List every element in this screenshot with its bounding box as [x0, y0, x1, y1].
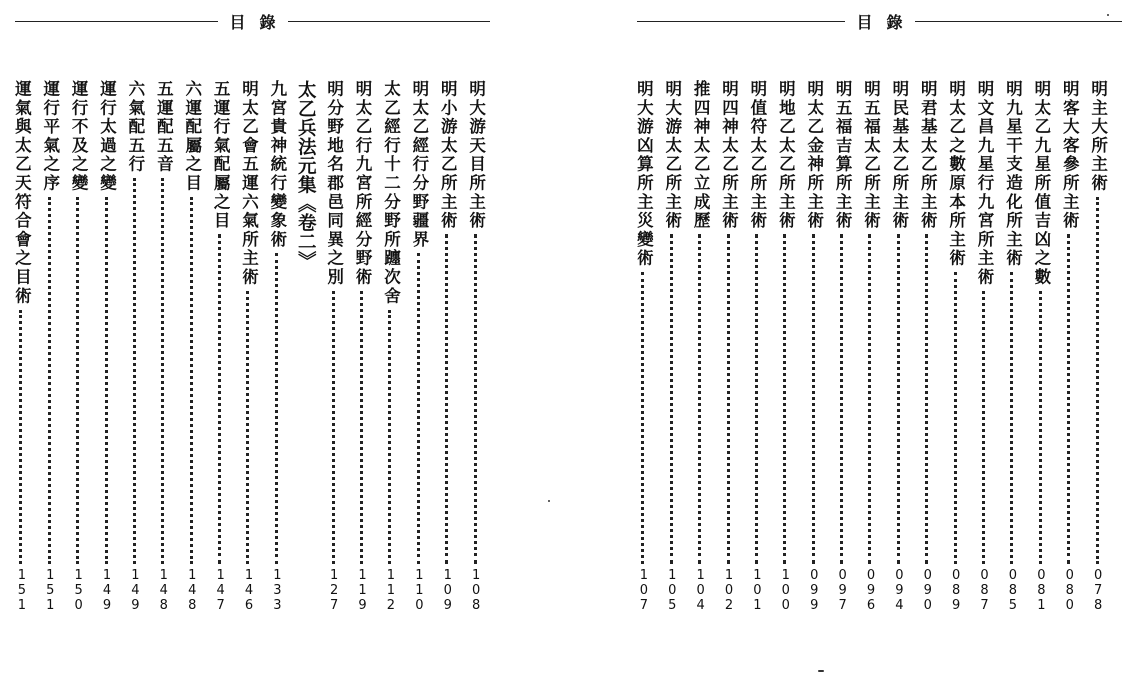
toc-page-number: 080 — [1062, 568, 1078, 613]
dot-leader — [246, 291, 249, 564]
dot-leader — [445, 234, 448, 564]
toc-list-left — [12, 80, 490, 613]
toc-entry — [658, 80, 686, 613]
dot-leader — [954, 272, 957, 564]
dot-leader — [133, 178, 136, 564]
header-rule-right — [915, 21, 1123, 22]
dot-leader — [641, 272, 644, 564]
toc-section-heading — [291, 80, 319, 610]
dot-leader — [388, 310, 391, 564]
toc-entry — [320, 80, 348, 613]
toc-entry — [64, 80, 92, 613]
toc-entry — [178, 80, 206, 613]
toc-entry — [462, 80, 490, 613]
toc-entry — [376, 80, 404, 613]
toc-entry-title: 明值符太乙所主術 — [747, 80, 767, 231]
toc-entry-title: 明五福太乙所主術 — [861, 80, 881, 231]
dot-leader — [812, 234, 815, 564]
dot-leader — [698, 234, 701, 564]
left-page — [0, 0, 567, 699]
right-page — [567, 0, 1135, 699]
header-rule-right — [288, 21, 491, 22]
toc-entry-title: 明小游太乙所主術 — [438, 80, 458, 231]
toc-page-number: 089 — [948, 568, 964, 613]
toc-page-number: 099 — [806, 568, 822, 613]
toc-entry-title: 運行不及之變 — [69, 80, 89, 193]
toc-entry — [686, 80, 714, 613]
dot-leader — [190, 197, 193, 564]
dot-leader — [783, 234, 786, 564]
scan-speck — [1107, 14, 1109, 16]
toc-page-number: 078 — [1090, 568, 1106, 613]
dot-leader — [218, 234, 221, 564]
dot-leader — [868, 234, 871, 564]
toc-entry-title: 明五福吉算所主術 — [833, 80, 853, 231]
toc-page-number: 119 — [355, 568, 371, 613]
toc-entry-title: 五運行氣配屬之目 — [211, 80, 231, 231]
toc-entry-title: 明大游凶算所主災變術 — [634, 80, 654, 268]
toc-page-number: 150 — [71, 568, 87, 613]
scan-speck — [818, 670, 824, 672]
toc-entry — [743, 80, 771, 613]
toc-entry — [970, 80, 998, 613]
toc-page-number: 094 — [891, 568, 907, 613]
dot-leader — [275, 253, 278, 564]
toc-entry-title: 明民基太乙所主術 — [889, 80, 909, 231]
toc-entry — [715, 80, 743, 613]
toc-page-number: 133 — [269, 568, 285, 613]
toc-entry-title: 明大游太乙所主術 — [662, 80, 682, 231]
toc-entry — [149, 80, 177, 613]
toc-entry-title: 明客大客參所主術 — [1060, 80, 1080, 231]
toc-page-number: 090 — [920, 568, 936, 613]
toc-page-number: 110 — [411, 568, 427, 613]
toc-entry-title: 運氣與太乙天符合會之目術 — [12, 80, 32, 306]
toc-entry — [828, 80, 856, 613]
toc-entry — [263, 80, 291, 613]
toc-page-number: 107 — [636, 568, 652, 613]
toc-page-number: 102 — [721, 568, 737, 613]
toc-entry — [433, 80, 461, 613]
toc-entry — [629, 80, 657, 613]
toc-page-number: 105 — [664, 568, 680, 613]
dot-leader — [982, 291, 985, 564]
toc-entry — [348, 80, 376, 613]
toc-entry — [1055, 80, 1083, 613]
toc-entry-title: 明太乙金神所主術 — [804, 80, 824, 231]
dot-leader — [727, 234, 730, 564]
toc-page-number: 148 — [156, 568, 172, 613]
toc-entry-title: 明太乙會五運六氣所主術 — [239, 80, 259, 287]
dot-leader — [48, 197, 51, 564]
dot-leader — [1067, 234, 1070, 564]
dot-leader — [840, 234, 843, 564]
dot-leader — [19, 310, 22, 564]
toc-page-number: 097 — [835, 568, 851, 613]
toc-entry-title: 明君基太乙所主術 — [918, 80, 938, 231]
toc-entry — [36, 80, 64, 613]
toc-entry — [771, 80, 799, 613]
toc-page-number: 096 — [863, 568, 879, 613]
toc-page-number: 081 — [1033, 568, 1049, 613]
left-page-header — [15, 10, 490, 33]
dot-leader — [755, 234, 758, 564]
dot-leader — [360, 291, 363, 564]
toc-page-number: 087 — [977, 568, 993, 613]
toc-list-right — [634, 80, 1112, 613]
dot-leader — [161, 178, 164, 564]
toc-entry-title: 太乙兵法元集《卷二》 — [295, 80, 317, 270]
toc-page-number: 085 — [1005, 568, 1021, 613]
dot-leader — [925, 234, 928, 564]
toc-entry — [800, 80, 828, 613]
toc-entry-title: 運行平氣之序 — [40, 80, 60, 193]
toc-entry — [942, 80, 970, 613]
toc-entry-title: 九宮貴神統行變象術 — [267, 80, 287, 250]
toc-entry-title: 明地乙太乙所主術 — [776, 80, 796, 231]
dot-leader — [105, 197, 108, 564]
toc-entry-title: 運行太過之變 — [97, 80, 117, 193]
toc-entry — [7, 80, 35, 613]
toc-entry-title: 明分野地名郡邑同異之別 — [324, 80, 344, 287]
toc-entry — [998, 80, 1026, 613]
toc-entry-title: 明文昌九星行九宮所主術 — [975, 80, 995, 287]
dot-leader — [1039, 291, 1042, 564]
page-title: 目錄 — [856, 13, 917, 32]
toc-entry — [93, 80, 121, 613]
toc-page-number: 148 — [184, 568, 200, 613]
dot-leader — [1010, 272, 1013, 564]
toc-entry — [856, 80, 884, 613]
toc-entry — [234, 80, 262, 613]
toc-entry — [885, 80, 913, 613]
toc-entry — [913, 80, 941, 613]
toc-page-number: 149 — [99, 568, 115, 613]
toc-page-number: 101 — [749, 568, 765, 613]
dot-leader — [417, 253, 420, 564]
toc-entry-title: 太乙經行十二分野所躔次舍 — [381, 80, 401, 306]
toc-entry — [405, 80, 433, 613]
toc-page-number: 127 — [326, 568, 342, 613]
toc-page-number: 109 — [440, 568, 456, 613]
toc-entry — [121, 80, 149, 613]
toc-entry-title: 明四神太乙所主術 — [719, 80, 739, 231]
header-rule-left — [15, 21, 218, 22]
toc-entry-title: 明太乙之數原本所主術 — [946, 80, 966, 268]
toc-entry-title: 明大游天目所主術 — [466, 80, 486, 231]
toc-entry-title: 六氣配五行 — [125, 80, 145, 174]
toc-page-number: 104 — [693, 568, 709, 613]
dot-leader — [670, 234, 673, 564]
dot-leader — [1096, 197, 1099, 564]
toc-page-number: 151 — [42, 568, 58, 613]
toc-page-number: 147 — [213, 568, 229, 613]
page-title: 目錄 — [229, 13, 290, 32]
toc-page-number: 151 — [14, 568, 30, 613]
toc-entry-title: 明太乙行九宮所經分野術 — [353, 80, 373, 287]
toc-entry — [1084, 80, 1112, 613]
toc-entry — [1027, 80, 1055, 613]
dot-leader — [474, 234, 477, 564]
toc-entry-title: 五運配五音 — [154, 80, 174, 174]
toc-entry-title: 明太乙九星所值吉凶之數 — [1031, 80, 1051, 287]
toc-page-number: 108 — [468, 568, 484, 613]
toc-entry-title: 推四神太乙立成歷 — [691, 80, 711, 231]
dot-leader — [76, 197, 79, 564]
toc-page-number: 112 — [383, 568, 399, 613]
toc-entry-title: 明九星干支造化所主術 — [1003, 80, 1023, 268]
header-rule-left — [637, 21, 845, 22]
dot-leader — [897, 234, 900, 564]
dot-leader — [332, 291, 335, 564]
toc-page-number: 100 — [778, 568, 794, 613]
toc-entry-title: 明太乙經行分野疆界 — [409, 80, 429, 250]
toc-page-number: 149 — [127, 568, 143, 613]
toc-entry-title: 明主大所主術 — [1088, 80, 1108, 193]
scan-speck — [548, 500, 550, 502]
right-page-header — [637, 10, 1122, 33]
toc-entry — [206, 80, 234, 613]
toc-entry-title: 六運配屬之目 — [182, 80, 202, 193]
toc-page-number: 146 — [241, 568, 257, 613]
